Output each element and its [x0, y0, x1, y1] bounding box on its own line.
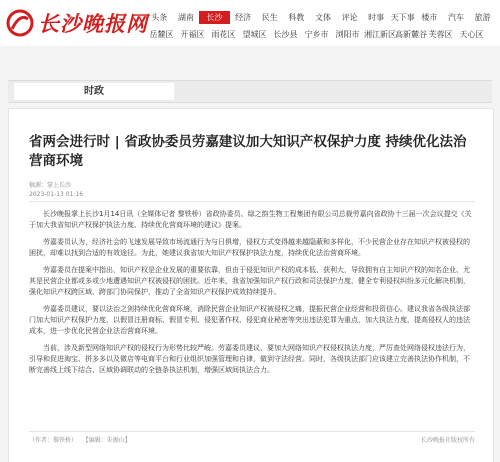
- nav-item[interactable]: 宁乡市: [304, 30, 329, 39]
- nav-item[interactable]: 科教: [288, 13, 305, 22]
- header-gap: [0, 46, 500, 76]
- section-tab-politics[interactable]: 时政: [14, 83, 174, 100]
- article-paragraph: 劳嘉委员认为，经济社会的飞速发展导致市场流通行为与日俱增，侵权方式变得越来越隐蔽和多样化，不少民营企业存在知识产权被侵权的困扰，却难以找到合适的有效途径。为此，她建议我省加大知识产权保护执法力度，持续优化法治营商环境。: [29, 238, 470, 257]
- nav-item[interactable]: 天下事: [390, 13, 415, 22]
- divider: [29, 431, 475, 432]
- section-bar: [8, 80, 492, 103]
- nav-row-primary: [146, 10, 496, 25]
- divider: [29, 201, 475, 202]
- nav-item[interactable]: 时事: [368, 13, 385, 22]
- nav-item[interactable]: 岳麓区: [149, 30, 174, 39]
- nav-item[interactable]: 浏阳市: [335, 30, 360, 39]
- nav-row-districts: [146, 27, 496, 42]
- nav-item[interactable]: 天心区: [459, 30, 484, 39]
- site-header: [0, 0, 500, 46]
- nav-item[interactable]: 湖南: [177, 13, 194, 22]
- article-paragraph: 劳嘉委员建议，要以法治之剑持续优化营商环境，消除民营企业知识产权被侵权之痛，提振民营企业经营和投资信心。建议我省各级执法部门加大知识产权保护力度，以假冒注册商标、假冒专利、侵犯著作权、侵犯商业秘密等突出违法犯罪为重点，加大执法力度，提高侵权人的违法成本，进一步优化民营企业法治营商环境。: [29, 305, 470, 335]
- article-editor: 【编辑：朱振山】: [82, 437, 131, 444]
- article-source: 稿源：掌上长沙: [29, 182, 72, 189]
- article-credits: [29, 435, 131, 444]
- site-logo[interactable]: [6, 6, 148, 40]
- article-paragraph: 长沙晚报掌上长沙1月14日讯（全媒体记者 黎铁桥）省政协委员、绿之韵生物工程集团有限公司总裁劳嘉向省政协十三届一次会议提交《关于加大我省知识产权保护执法力度、持续优化营商环境的建议》提案。: [29, 210, 472, 229]
- nav-item[interactable]: 雨花区: [211, 30, 236, 39]
- nav-item[interactable]: 高新麓谷: [395, 30, 427, 39]
- nav-item[interactable]: 旅游: [474, 13, 491, 22]
- nav-item[interactable]: 楼市: [421, 13, 438, 22]
- article-card: [8, 108, 494, 462]
- article-title: 省两会进行时 | 省政协委员劳嘉建议加大知识产权保护力度 持续优化法治营商环境: [29, 134, 467, 169]
- nav-item[interactable]: 长沙: [199, 11, 230, 24]
- article-author: （作者：黎铁桥）: [29, 437, 78, 444]
- nav-item[interactable]: 头条: [151, 13, 168, 22]
- nav-item[interactable]: 芙蓉区: [428, 30, 453, 39]
- article-meta: [29, 181, 83, 199]
- nav-item[interactable]: 汽车: [448, 13, 464, 22]
- article-paragraph: 劳嘉委员在提案中指出，知识产权是企业发展的重要依靠，但由于侵犯知识产权的成本低、获利大，导致拥有自主知识产权的知名企业、尤其是民营企业都或多或少地遭遇知识产权被侵权的困扰。近年来，我省加强知识产权行政和司法保护力度，健全专利侵权纠纷多元化解决机制，强化知识产权跨区域、跨部门协同保护，推动了全省知识产权保护成效持续提升。: [29, 266, 470, 296]
- nav-item[interactable]: 民生: [261, 13, 278, 22]
- copyright-text: 长沙晚报社版权所有: [420, 437, 475, 444]
- article-datetime: 2023-01-13 01:16: [29, 191, 84, 198]
- nav-item[interactable]: 湘江新区: [364, 30, 396, 39]
- brand-logo-icon: [6, 9, 34, 37]
- nav-item[interactable]: 开福区: [180, 30, 205, 39]
- nav-item[interactable]: 文体: [314, 13, 331, 22]
- nav-item[interactable]: 评论: [341, 13, 358, 22]
- nav-item[interactable]: 经济: [235, 13, 252, 22]
- article-body: [29, 209, 475, 382]
- brand-name: 长沙晚报网: [38, 11, 148, 36]
- article-paragraph: 当前，涉及新型网络知识产权的侵权行为形势比较严峻。劳嘉委员建议，要加大网络知识产权侵权执法力度，严厉查处网络侵权违法行为，引导和促进淘宝、拼多多以及微店等电商平台和行业组织加强管理和自律，做到守法经营。同时，各级执法部门应该建立完善执法协作机制，不断完善线上线下结合、区域协调联动的全链条执法机制，增强区域间执法合力。: [29, 344, 470, 374]
- nav-item[interactable]: 望城区: [242, 30, 267, 39]
- nav-item[interactable]: 长沙县: [273, 30, 298, 39]
